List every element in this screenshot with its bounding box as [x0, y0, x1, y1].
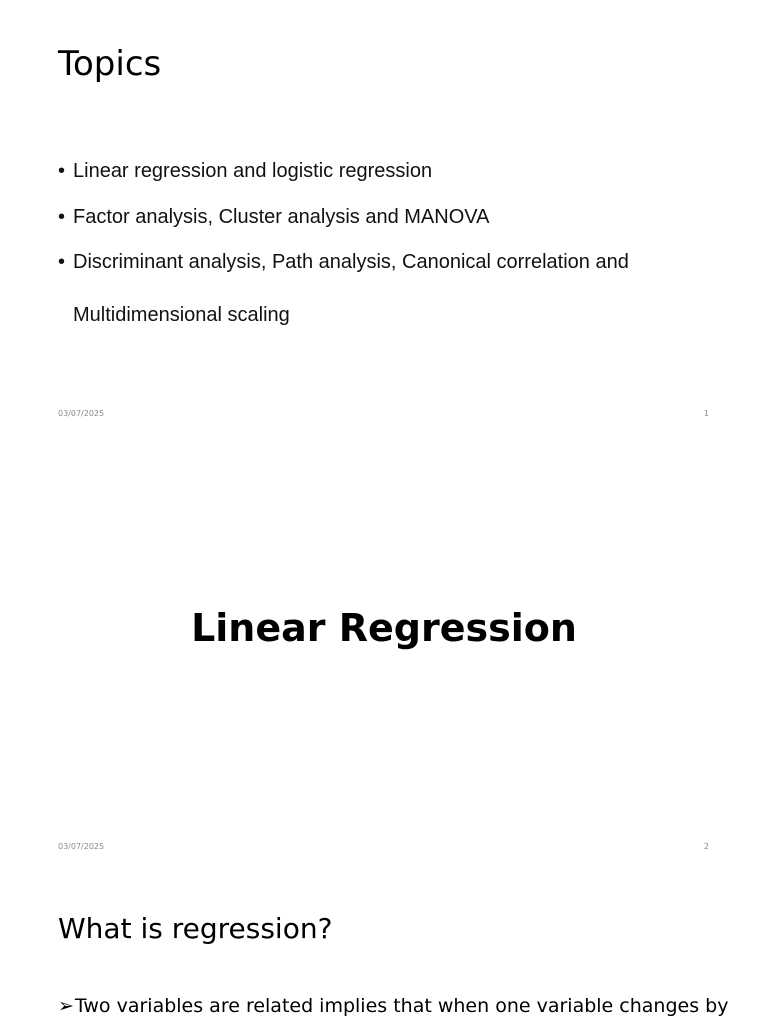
page-number: 1 — [703, 409, 709, 418]
bullet-list — [58, 994, 728, 1018]
slide-linear-regression — [0, 433, 768, 866]
bullet-text: Two variables are related implies that when one variable changes by — [74, 995, 729, 1017]
slide-title: What is regression? — [58, 912, 333, 945]
slide-topics — [0, 0, 768, 433]
bullet-item — [58, 236, 698, 342]
bullet-item — [58, 994, 728, 1018]
page-number: 2 — [703, 842, 709, 851]
section-title: Linear Regression — [191, 606, 577, 650]
bullet-text: Linear regression and logistic regression — [73, 160, 433, 182]
arrow-bullet-icon: ➢ — [58, 995, 74, 1017]
footer-date: 03/07/2025 — [58, 842, 105, 851]
bullet-text: Factor analysis, Cluster analysis and MANOVA — [73, 206, 490, 228]
bullet-icon: • — [58, 251, 66, 273]
footer-date: 03/07/2025 — [58, 409, 105, 418]
bullet-icon: • — [58, 160, 66, 182]
slide-title: Topics — [58, 44, 162, 84]
bullet-list — [58, 144, 698, 342]
slide-what-is-regression — [0, 866, 768, 1024]
bullet-text: Discriminant analysis, Path analysis, Canonical correlation and Multidimensional scaling — [73, 251, 629, 326]
bullet-icon: • — [58, 206, 66, 228]
